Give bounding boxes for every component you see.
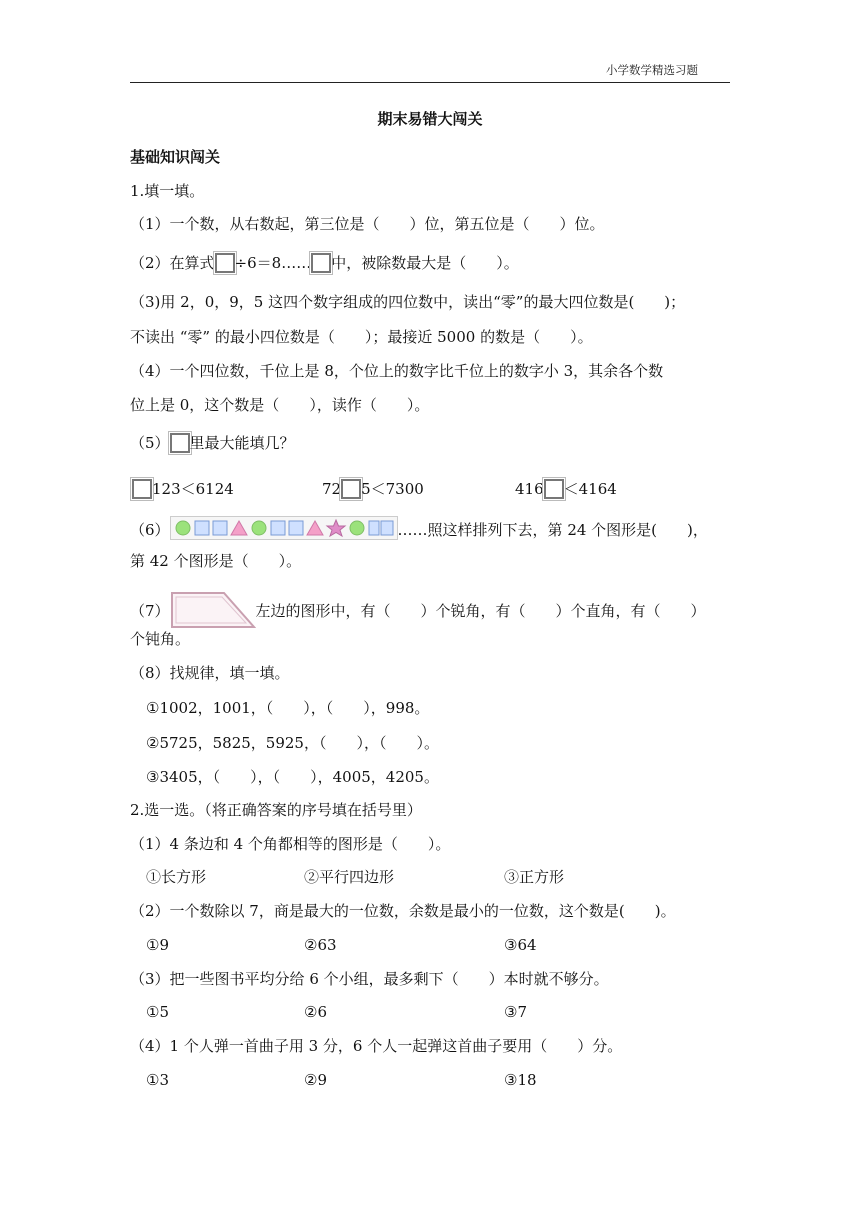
q2-3-option-1: ①5 — [146, 1003, 169, 1021]
sequence-2: ②5725，5825，5925，（ ），（ ）。 — [146, 734, 439, 752]
q2-4-option-3: ③18 — [504, 1071, 537, 1089]
q1-item-5: （5） 里最大能填几？ — [130, 434, 295, 452]
compare-1: 123＜6124 — [132, 478, 234, 500]
q2-4-option-1: ①3 — [146, 1071, 169, 1089]
blank-box — [311, 253, 331, 273]
q1-item-7: （7） 左边的图形中，有（ ）个锐角，有（ ）个直角，有（ ） — [130, 590, 706, 636]
q2-item-4: （4）1 个人弹一首曲子用 3 分，6 个人一起弹这首曲子要用（ ）分。 — [130, 1037, 623, 1055]
q1-item-4: （4）一个四位数，千位上是 8，个位上的数字比千位上的数字小 3，其余各个数 — [130, 362, 664, 380]
q2-item-3: （3）把一些图书平均分给 6 个小组，最多剩下（ ）本时就不够分。 — [130, 970, 609, 988]
q2-3-option-2: ②6 — [304, 1003, 327, 1021]
shape-pattern-image — [170, 516, 398, 540]
q2-heading: 2.选一选。（将正确答案的序号填在括号里） — [130, 801, 422, 819]
header-text: 小学数学精选习题 — [606, 63, 698, 77]
q1-item-6: （6） ……照这样排列下去，第 24 个图形是( )， — [130, 516, 708, 541]
q1-item-3: （3)用 2，0，9，5 这四个数字组成的四位数中，读出“零”的最大四位数是( )； — [130, 293, 686, 311]
q2-item-1: （1）4 条边和 4 个角都相等的图形是（ ）。 — [130, 835, 451, 853]
q2-2-option-3: ③64 — [504, 936, 537, 954]
q2-2-option-2: ②63 — [304, 936, 337, 954]
q1-item-8: （8）找规律，填一填。 — [130, 664, 290, 682]
q2-4-option-2: ②9 — [304, 1071, 327, 1089]
sequence-3: ③3405，（ ），（ ），4005，4205。 — [146, 768, 439, 786]
sequence-1: ①1002，1001，（ ），（ ），998。 — [146, 699, 430, 717]
q1-item-7-cont: 个钝角。 — [130, 630, 191, 648]
q2-1-option-3: ③正方形 — [504, 868, 565, 886]
compare-2: 72 5＜7300 — [322, 480, 424, 498]
q2-3-option-3: ③7 — [504, 1003, 527, 1021]
blank-box — [170, 433, 190, 453]
compare-3: 416 ＜4164 — [515, 480, 617, 498]
q1-item-6-cont: 第 42 个图形是（ ）。 — [130, 552, 302, 570]
blank-box — [544, 479, 564, 499]
blank-box — [341, 479, 361, 499]
q2-1-option-1: ①长方形 — [146, 868, 207, 886]
q1-item-2: （2）在算式 ÷6＝8…… 中，被除数最大是（ ）。 — [130, 254, 519, 272]
q2-item-2: （2）一个数除以 7，商是最大的一位数，余数是最小的一位数，这个数是( )。 — [130, 902, 676, 920]
q1-item-1: （1）一个数，从右数起，第三位是（ ）位，第五位是（ ）位。 — [130, 215, 605, 233]
blank-box — [215, 253, 235, 273]
q1-heading: 1.填一填。 — [130, 182, 205, 200]
page-title: 期末易错大闯关 — [377, 110, 483, 128]
q1-item-3-cont: 不读出 “零” 的最小四位数是（ ）；最接近 5000 的数是（ ）。 — [130, 328, 593, 346]
q2-1-option-2: ②平行四边形 — [304, 868, 395, 886]
q1-item-4-cont: 位上是 0，这个数是（ ），读作（ ）。 — [130, 396, 430, 414]
page-header — [130, 62, 730, 83]
section-heading: 基础知识闯关 — [130, 148, 221, 166]
q2-2-option-1: ①9 — [146, 936, 169, 954]
blank-box — [132, 479, 152, 499]
